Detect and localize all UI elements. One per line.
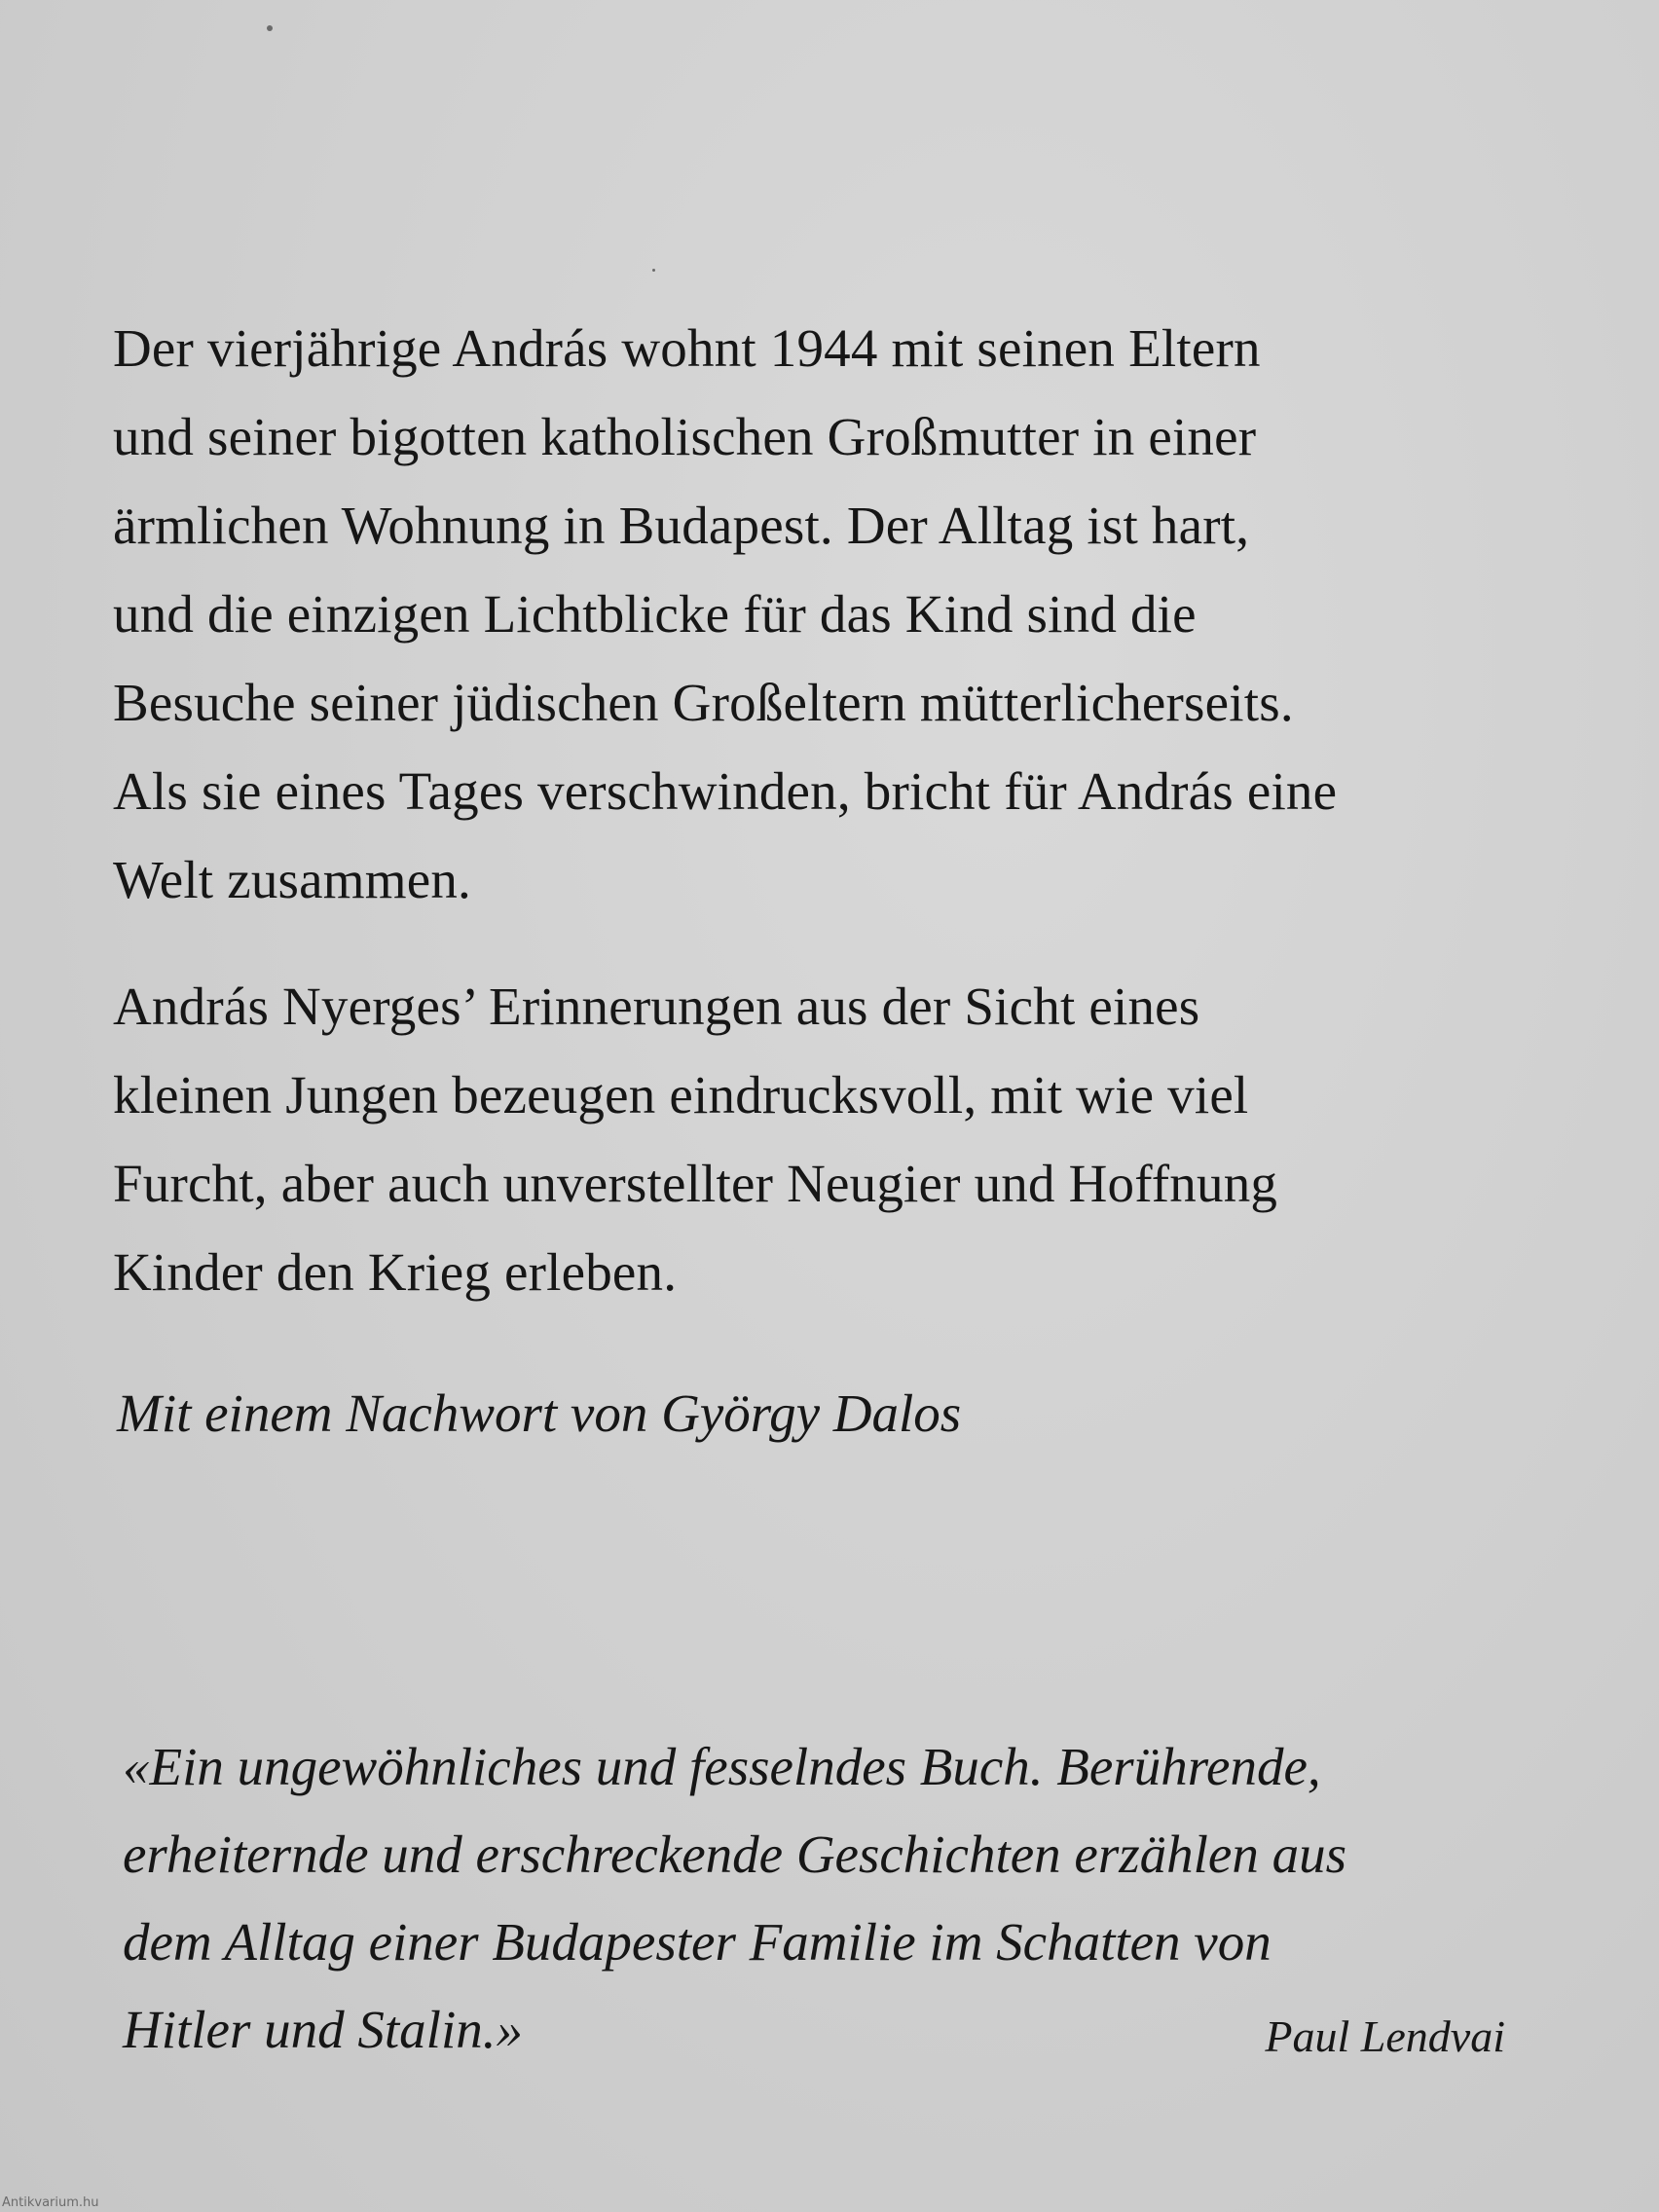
dust-speck [267,25,273,31]
dust-speck [652,269,655,272]
watermark: Antikvarium.hu [2,2195,99,2210]
blurb-paragraph: András Nyerges’ Erinnerungen aus der Sicht eines kleinen Jungen bezeugen eindrucksvoll, mit wie viel Furcht, aber auch unverstellter Neugier und Hoffnung Kinder den Krieg erleben. [113,977,1278,1302]
blurb-text [113,304,1534,1316]
afterword-note: Mit einem Nachwort von György Dalos [117,1383,962,1443]
review-quote [123,1723,1505,2074]
blurb-paragraph: Der vierjährige András wohnt 1944 mit seinen Eltern und seiner bigotten katholischen Großmutter in einer ärmlichen Wohnung in Budapest. Der Alltag ist hart, und die einzigen Lichtblicke für das Kind sind die Besuche seiner jüdischen Großeltern mütterlicherseits. Als sie eines Tages verschwinden, bricht für András eine Welt zusammen. [113,318,1338,909]
quote-text: «Ein ungewöhnliches und fesselndes Buch. Berührende, erheiternde und erschreckende Geschichten erzählen aus dem Alltag einer Budapester Familie im Schatten von Hitler und Stalin.» [123,1737,1346,2059]
quote-author: Paul Lendvai [1265,2011,1505,2061]
